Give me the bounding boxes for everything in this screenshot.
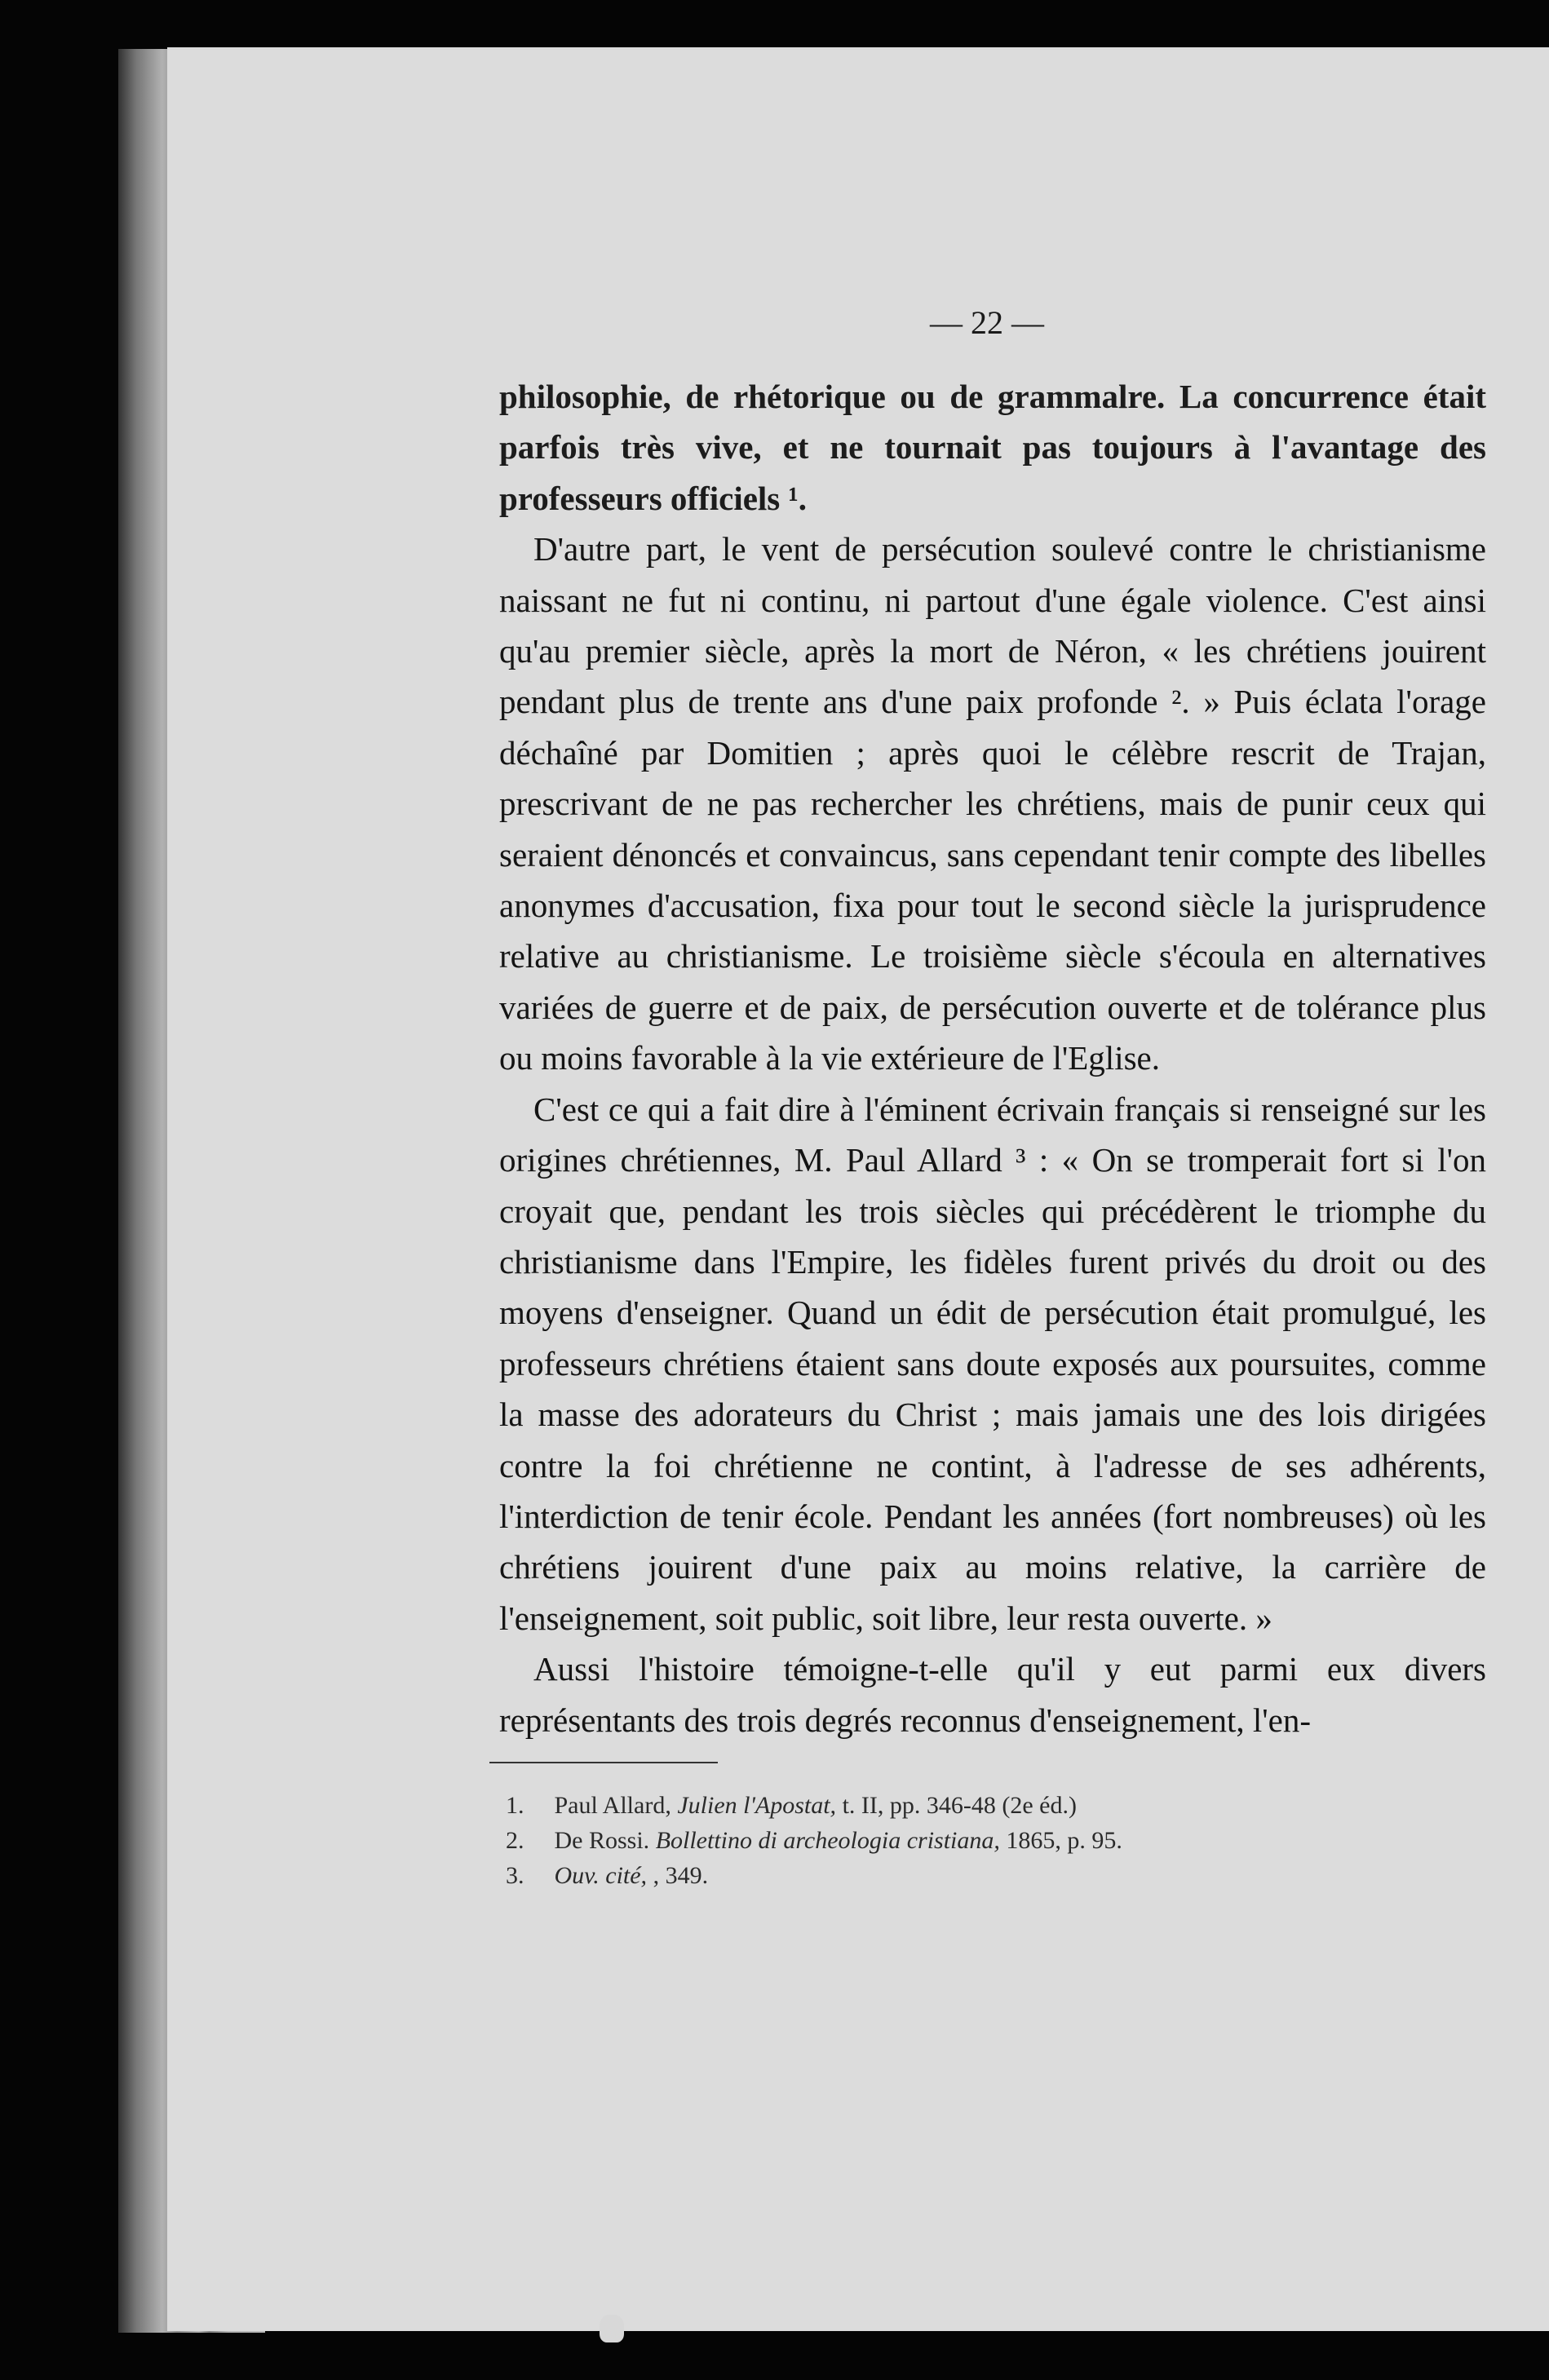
page-number: — 22 — (930, 304, 1044, 341)
paragraph-4: Aussi l'histoire témoigne-t-elle qu'il y eut parmi eux divers représentants des trois degrés reconnus d'enseignement, l'en- (499, 1650, 1486, 1739)
footnotes (506, 1788, 1403, 1893)
footnote-3: 3. Ouv. cité, , 349. (506, 1862, 709, 1889)
footnote-rule (489, 1762, 718, 1763)
footnote-2: 2. De Rossi. Bollettino di archeologia cristiana, 1865, p. 95. (506, 1827, 1122, 1854)
body-text (499, 371, 1486, 1745)
paragraph-3: C'est ce qui a fait dire à l'éminent écrivain français si renseigné sur les origines chrétiennes, M. Paul Allard ³ : « On se tromperait fort si l'on croyait que, pendant les trois siècles qui précédèrent le triomphe du christianisme dans l'Empire, les fidèles furent privés du droit ou des moyens d'enseigner. Quand un édit de persécution était promulgué, les professeurs chrétiens étaient sans doute exposés aux poursuites, comme la masse des adorateurs du Christ ; mais jamais une des lois dirigées contre la foi chrétienne ne contint, à l'adresse de ses adhérents, l'interdiction de tenir école. Pendant les années (fort nombreuses) où les chrétiens jouirent d'une paix au moins relative, la carrière de l'enseignement, soit public, soit libre, leur resta ouverte. » (499, 1090, 1486, 1637)
scan-artifact-mark (600, 2315, 624, 2342)
paragraph-1: philosophie, de rhétorique ou de grammalre. La concurrence était parfois très vive, et ne tournait pas toujours à l'avantage des professeurs officiels ¹. (499, 378, 1486, 517)
paragraph-2: D'autre part, le vent de persécution soulevé contre le christianisme naissant ne fut ni continu, ni partout d'une égale violence. C'est ainsi qu'au premier siècle, après la mort de Néron, « les chrétiens jouirent pendant plus de trente ans d'une paix profonde ². » Puis éclata l'orage déchaîné par Domitien ; après quoi le célèbre rescrit de Trajan, prescrivant de ne pas rechercher les chrétiens, mais de punir ceux qui seraient dénoncés et convaincus, sans cependant tenir compte des libelles anonymes d'accusation, fixa pour tout le second siècle la jurisprudence relative au christianisme. Le troisième siècle s'écoula en alternatives variées de guerre et de paix, de persécution ouverte et de tolérance plus ou moins favorable à la vie extérieure de l'Eglise. (499, 530, 1486, 1077)
footnote-1: 1. Paul Allard, Julien l'Apostat, t. II, pp. 346-48 (2e éd.) (506, 1792, 1077, 1819)
